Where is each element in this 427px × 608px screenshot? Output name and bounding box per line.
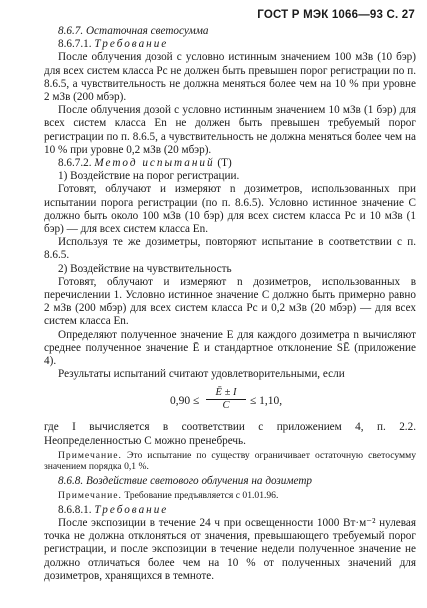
note-text: Это испытание по существу ограничивает остаточную светосумму значением порядка 0,1 %.: [44, 449, 416, 473]
formula-fraction: [206, 387, 246, 412]
section-8-6-8-heading: 8.6.8. Воздействие светового облучения на дозиметр: [58, 475, 313, 488]
paragraph: Определяют полученное значение E для каждого дозиметра n вычисляют среднее полученное значение Ē и стандартное отклонение SĒ (приложение 4).: [44, 328, 416, 368]
formula-denominator: C: [222, 400, 230, 412]
formula-numerator: Ē ± I: [206, 387, 246, 400]
paragraph: После экспозиции в течение 24 ч при освещенности 1000 Вт·м⁻² нулевая точка не должна отклоняться от значения, превышающего требуемый порог регистрации, и после экспозиции в течение недели полученное значение не должно отличаться более чем на 10 % от полученных значений для дозиметров, хранящихся в темноте.: [44, 517, 416, 582]
section-suffix: (Т): [217, 157, 232, 170]
section-8-6-7-2-heading: [44, 157, 416, 170]
paragraph: Готовят, облучают и измеряют n дозиметров, использованных в перечислении 1. Условно истинное значение C должно быть примерно равно 2 мЗв (200 мбэр) для всех систем класса Pc и 0,2 мЗв (20 мбэр) — для всех систем класса En.: [44, 275, 416, 328]
section-label: Требование: [94, 38, 169, 51]
section-number: 8.6.7.2.: [58, 157, 92, 170]
paragraph: После облучения дозой с условно истинным значением 10 мЗв (1 бэр) для всех систем класса En не должен быть превышен требуемый порог регистрации по п. 8.6.5, а чувствительность не должна меняться более чем на 10 % при уровне 0,2 мЗв (20 мбэр).: [44, 104, 416, 156]
note: [44, 490, 416, 502]
formula-left: 0,90 ≤: [170, 395, 200, 408]
paragraph: Результаты испытаний считают удовлетворительными, если: [58, 368, 345, 381]
paragraph: После облучения дозой с условно истинным значением 100 мЗв (10 бэр) для всех систем класса Pc не должен быть превышен порог регистрации по п. 8.6.5, а чувствительность не должна меняться более чем на 10 % при уровне 2 мЗв (200 мбэр).: [44, 51, 416, 104]
section-8-6-7-1-heading: [44, 38, 416, 51]
section-8-6-7-heading: 8.6.7. Остаточная светосумма: [58, 25, 209, 37]
section-number: 8.6.7.1.: [58, 38, 92, 51]
note-text: Требование предъявляется с 01.01.96.: [124, 490, 279, 502]
paragraph: 2) Воздействие на чувствительность: [58, 262, 232, 275]
note-label: Примечание.: [58, 449, 122, 461]
paragraph: Готовят, облучают и измеряют n дозиметров, использованных при испытании порога регистрации (по п. 8.6.5). Условно истинное значение C должно быть около 100 мЗв (10 бэр) для всех систем класса Pc и 10 мЗв (1 бэр) — для всех систем класса En.: [44, 183, 416, 236]
section-number: 8.6.8.1.: [58, 503, 92, 516]
paragraph: 1) Воздействие на порог регистрации.: [58, 170, 240, 183]
section-label: Метод испытаний: [94, 157, 215, 170]
document-body: [44, 25, 416, 583]
paragraph: где I вычисляется в соответствии с приложением 4, п. 2.2. Неопределенностью C можно пренебречь.: [44, 421, 416, 447]
formula: [44, 387, 416, 415]
note: [44, 450, 416, 473]
paragraph: Используя те же дозиметры, повторяют испытание в соответствии с п. 8.6.5.: [44, 236, 416, 262]
section-label: Требование: [94, 503, 169, 516]
formula-right: ≤ 1,10,: [250, 395, 283, 408]
page-header: ГОСТ Р МЭК 1066—93 С. 27: [257, 9, 415, 21]
section-8-6-8-1-heading: [44, 504, 416, 517]
note-label: Примечание.: [58, 490, 122, 502]
